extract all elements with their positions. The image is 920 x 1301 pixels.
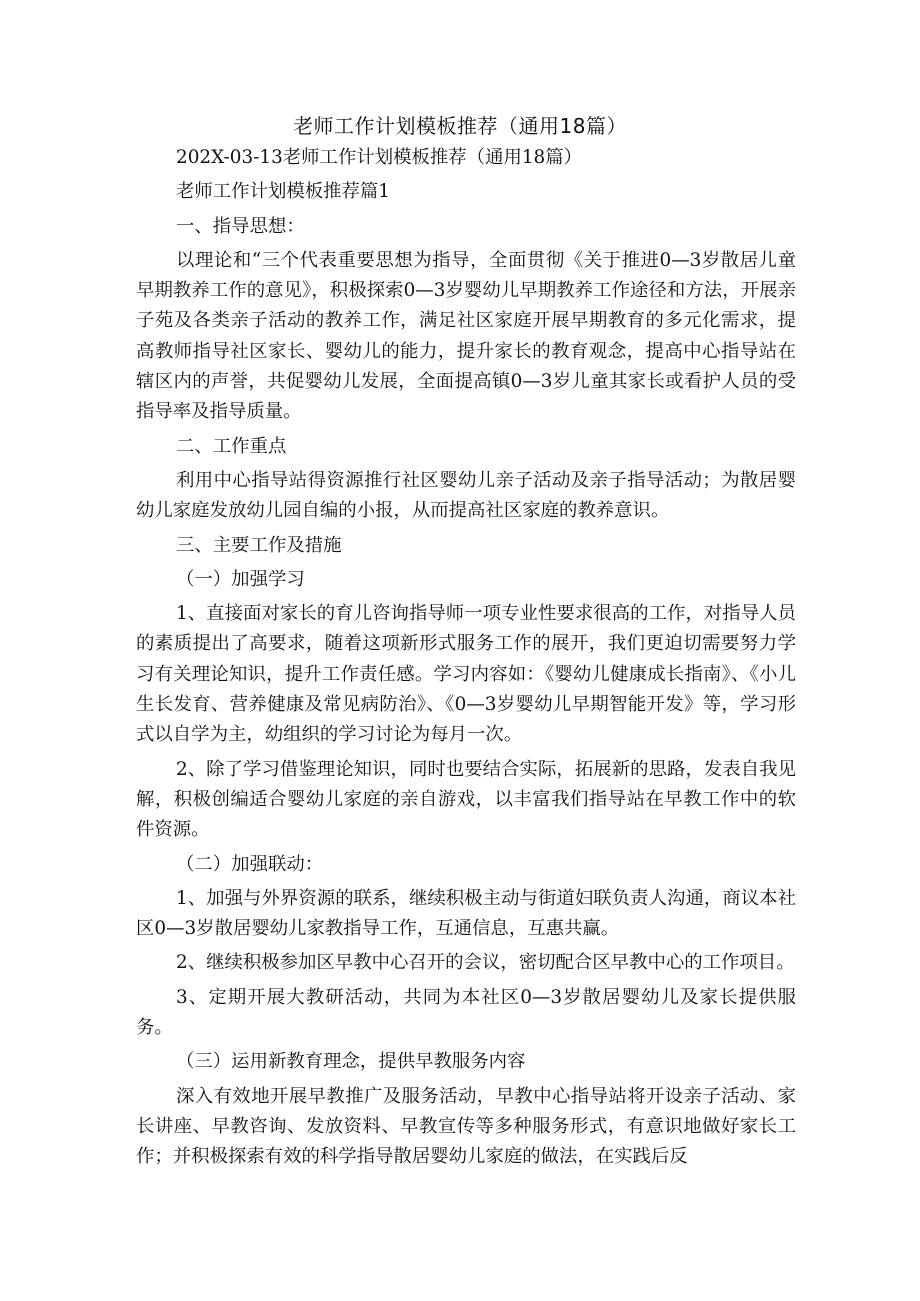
section-2-paragraph: 利用中心指导站得资源推行社区婴幼儿亲子活动及亲子指导活动；为散居婴幼儿家庭发放幼儿园自编的小报，从而提高社区家庭的教养意识。 xyxy=(136,469,796,522)
subsection-3-heading: （三）运用新教育理念，提供早教服务内容 xyxy=(176,1051,526,1073)
subsection-2-heading: （二）加强联动： xyxy=(176,853,324,875)
subsection-1-paragraph-1: 1、直接面对家长的育儿咨询指导师一项专业性要求很高的工作，对指导人员的素质提出了高要求，随着这项新形式服务工作的展开，我们更迫切需要努力学习有关理论知识，提升工作责任感。学习内容如：《婴幼儿健康成长指南》、《小儿生长发育、营养健康及常见病防治》、《0—3岁婴幼儿早期智能开发》等，学习形式以自学为主，幼组织的学习讨论为每月一次。 xyxy=(136,603,796,746)
section-2-heading: 二、工作重点 xyxy=(176,435,287,457)
subsection-3-paragraph: 深入有效地开展早教推广及服务活动，早教中心指导站将开设亲子活动、家长讲座、早教咨询、发放资料、早教宣传等多种服务形式，有意识地做好家长工作；并积极探索有效的科学指导散居婴幼儿家庭的做法，在实践后反 xyxy=(136,1085,796,1168)
document-body xyxy=(136,143,796,1177)
document-subtitle: 202X-03-13老师工作计划模板推荐（通用18篇） xyxy=(176,147,583,168)
section-3-heading: 三、主要工作及措施 xyxy=(176,534,342,556)
subsection-2-paragraph-1: 1、加强与外界资源的联系，继续积极主动与街道妇联负责人沟通，商议本社区0—3岁散居婴幼儿家教指导工作，互通信息，互惠共赢。 xyxy=(136,887,796,940)
subsection-1-paragraph-2: 2、除了学习借鉴理论知识，同时也要结合实际，拓展新的思路，发表自我见解，积极创编适合婴幼儿家庭的亲自游戏，以丰富我们指导站在早教工作中的软件资源。 xyxy=(136,758,796,841)
subsection-2-paragraph-3: 3、定期开展大教研活动，共同为本社区0—3岁散居婴幼儿及家长提供服务。 xyxy=(136,986,796,1039)
section-1-paragraph: 以理论和“三个代表重要思想为指导，全面贯彻《关于推进0—3岁散居儿童早期教养工作的意见》，积极探索0—3岁婴幼儿早期教养工作途径和方法，开展亲子苑及各类亲子活动的教养工作，满足社区家庭开展早期教育的多元化需求，提高教师指导社区家长、婴幼儿的能力，提升家长的教育观念，提高中心指导站在辖区内的声誉，共促婴幼儿发展，全面提高镇0—3岁儿童其家长或看护人员的受指导率及指导质量。 xyxy=(136,249,796,423)
document-title: 老师工作计划模板推荐（通用18篇） xyxy=(293,114,627,138)
section-1-heading: 一、指导思想： xyxy=(176,215,305,237)
part-heading: 老师工作计划模板推荐篇1 xyxy=(176,181,390,203)
subsection-1-heading: （一）加强学习 xyxy=(176,568,305,590)
subsection-2-paragraph-2: 2、继续积极参加区早教中心召开的会议，密切配合区早教中心的工作项目。 xyxy=(176,952,795,974)
